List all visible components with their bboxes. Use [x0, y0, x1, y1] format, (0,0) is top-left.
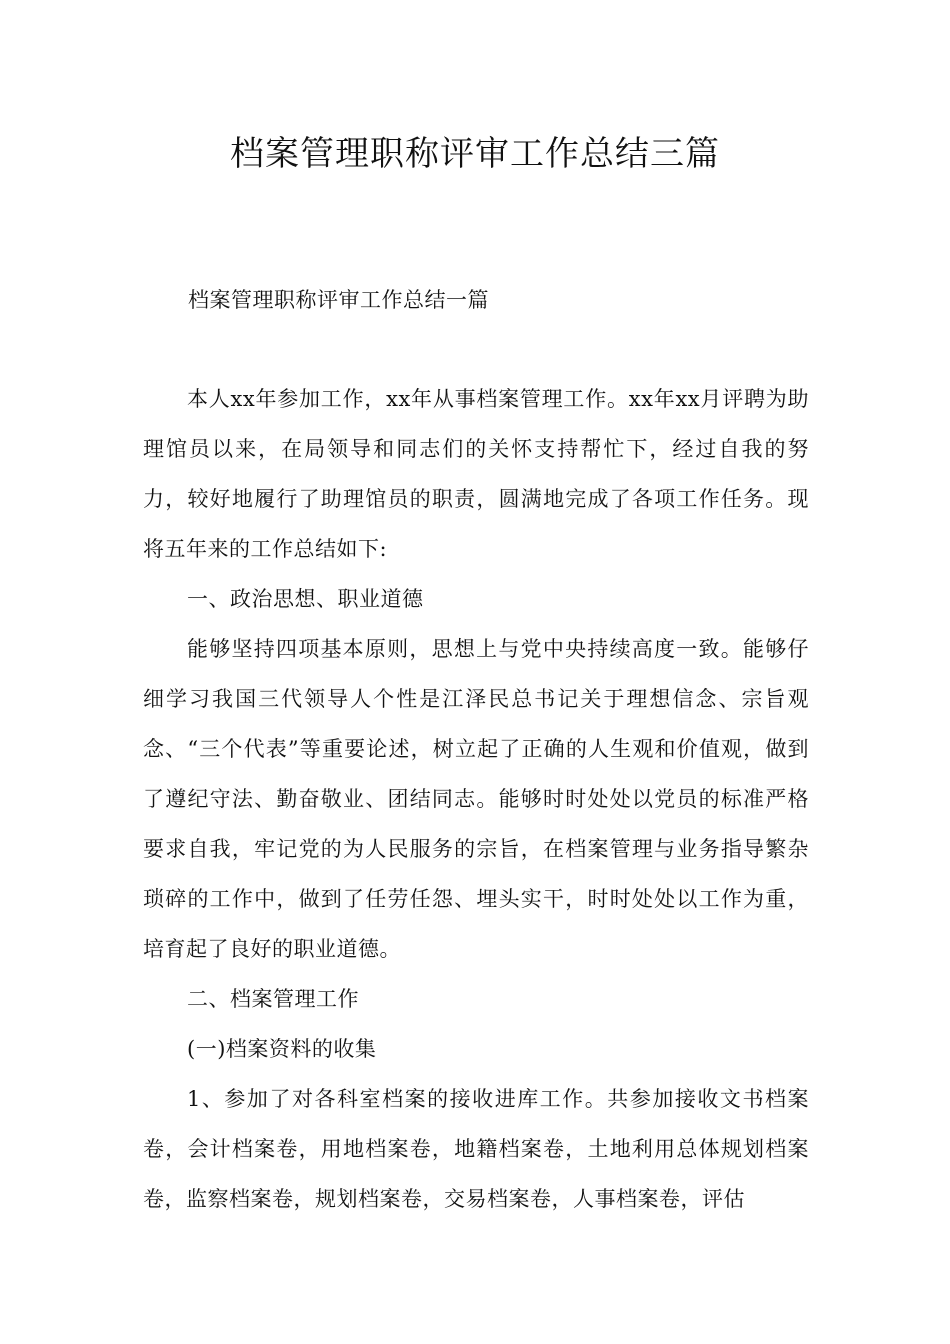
paragraph-collection-item-1: 1、参加了对各科室档案的接收进库工作。共参加接收文书档案卷，会计档案卷，用地档案卷，地籍档案卷，土地利用总体规划档案卷，监察档案卷，规划档案卷，交易档案卷，人事档案卷，评估: [143, 1087, 809, 1211]
document-title: 档案管理职称评审工作总结三篇: [230, 134, 720, 174]
document-subtitle: 档案管理职称评审工作总结一篇: [188, 288, 489, 312]
subsection-heading-collection: (一)档案资料的收集: [187, 1037, 377, 1061]
section-heading-political: 一、政治思想、职业道德: [187, 587, 424, 611]
document-body: [143, 374, 809, 1224]
section-heading-archive-management: 二、档案管理工作: [187, 987, 359, 1011]
paragraph-political: 能够坚持四项基本原则，思想上与党中央持续高度一致。能够仔细学习我国三代领导人个性是江泽民总书记关于理想信念、宗旨观念、“三个代表”等重要论述，树立起了正确的人生观和价值观，做到了遵纪守法、勤奋敬业、团结同志。能够时时处处以党员的标准严格要求自我，牢记党的为人民服务的宗旨，在档案管理与业务指导繁杂琐碎的工作中，做到了任劳任怨、埋头实干，时时处处以工作为重，培育起了良好的职业道德。: [143, 637, 809, 961]
paragraph-intro: 本人xx年参加工作，xx年从事档案管理工作。xx年xx月评聘为助理馆员以来，在局领导和同志们的关怀支持帮忙下，经过自我的努力，较好地履行了助理馆员的职责，圆满地完成了各项工作任务。现将五年来的工作总结如下:: [143, 387, 809, 561]
